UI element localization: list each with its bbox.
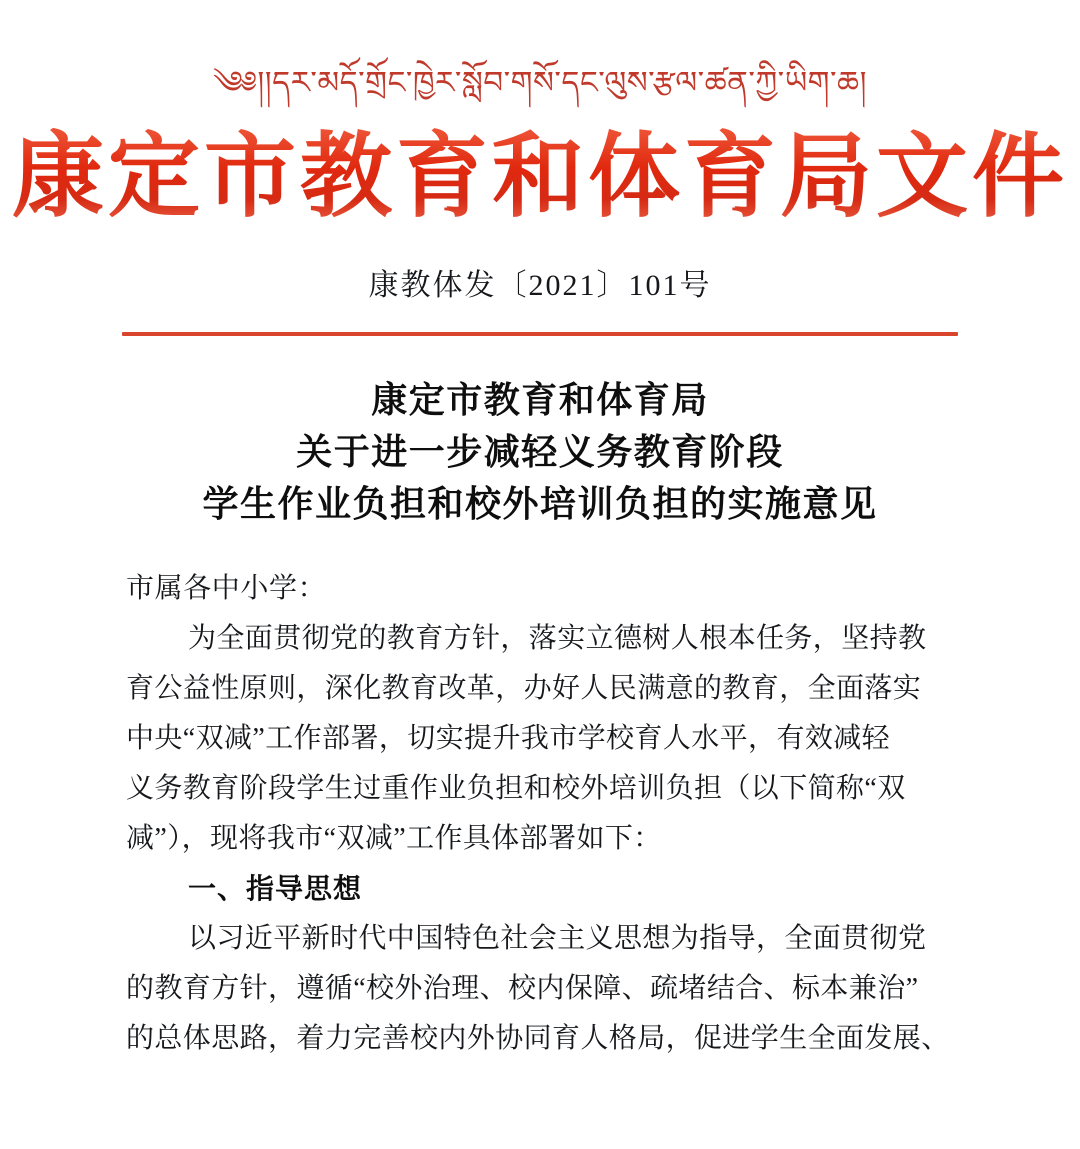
paragraph-intro-line-2: 育公益性原则，深化教育改革，办好人民满意的教育，全面落实: [126, 673, 922, 704]
letterhead: [0, 0, 1080, 336]
document-title-line-1: 康定市教育和体育局: [371, 380, 709, 420]
document-title-block: [0, 374, 1080, 530]
document-title-line-2: 关于进一步减轻义务教育阶段: [296, 432, 784, 472]
section-heading-guiding-ideology: 一、指导思想: [188, 872, 363, 905]
paragraph-intro-line-4: 义务教育阶段学生过重作业负担和校外培训负担（以下简称“双: [126, 773, 906, 804]
paragraph-intro-line-5: 减”），现将我市“双减”工作具体部署如下：: [126, 823, 662, 854]
salutation: 市属各中小学：: [126, 573, 327, 604]
tibetan-header-text: ༄༅།།དར་མདོ་གྲོང་ཁྱེར་སློབ་གསོ་དང་ལུས་རྩལ་ཚན་ཀྱི་ཡིག་ཆ།: [213, 65, 867, 101]
paragraph-guiding-line-2: 的教育方针，遵循“校外治理、校内保障、疏堵结合、标本兼治”: [126, 973, 919, 1004]
document-title-line-3: 学生作业负担和校外培训负担的实施意见: [202, 484, 878, 524]
paragraph-intro-line-3: 中央“双减”工作部署，切实提升我市学校育人水平，有效减轻: [126, 723, 891, 754]
masthead-title: 康定市教育和体育局文件: [0, 122, 1080, 232]
paragraph-intro: [126, 614, 952, 864]
paragraph-guiding-ideology: [126, 914, 952, 1064]
document-body: [0, 564, 1080, 1064]
paragraph-guiding-line-3: 的总体思路，着力完善校内外协同育人格局，促进学生全面发展、: [126, 1023, 950, 1054]
red-divider-rule: [122, 332, 958, 336]
paragraph-intro-line-1: 为全面贯彻党的教育方针，落实立德树人根本任务，坚持教: [188, 623, 927, 654]
document-number: 康教体发〔2021〕101号: [368, 269, 712, 302]
paragraph-guiding-line-1: 以习近平新时代中国特色社会主义思想为指导，全面贯彻党: [188, 923, 927, 954]
